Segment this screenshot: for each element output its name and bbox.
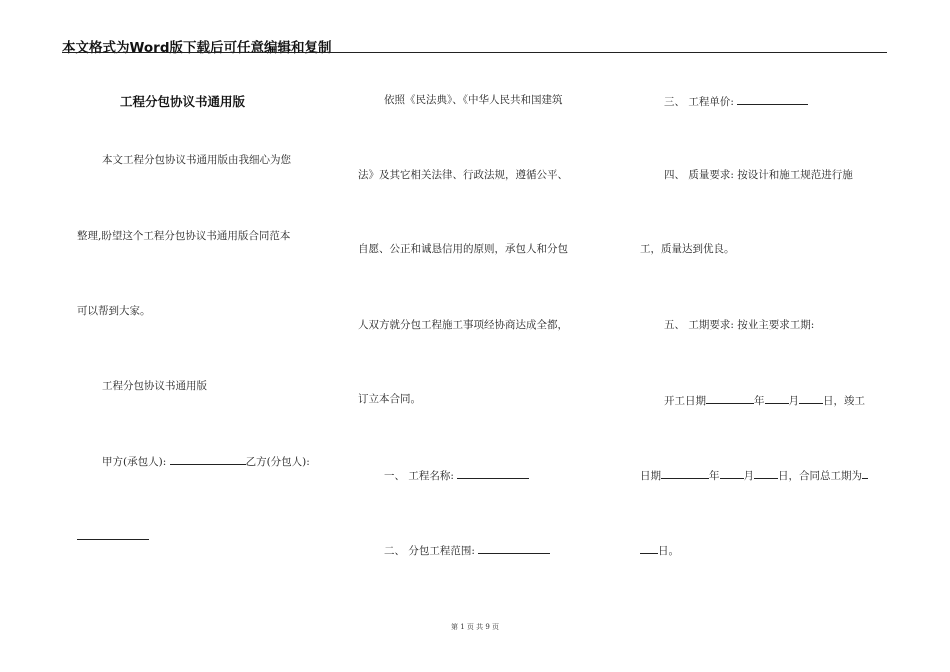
end-day-blank <box>754 467 778 479</box>
start-day-label: 日，竣工 <box>823 395 865 407</box>
end-date-label: 日期 <box>640 470 661 482</box>
unit-price-label: 三、 工程单价: <box>664 96 738 108</box>
project-name-blank <box>457 467 529 479</box>
page-footer: 第 1 页 共 9 页 <box>450 623 500 631</box>
intro-line-1: 本文工程分包协议书通用版由我细心为您 <box>102 154 291 166</box>
start-date-line <box>664 392 865 408</box>
preamble-line-4: 人双方就分包工程施工事项经协商达成全都， <box>358 319 568 331</box>
subtitle: 工程分包协议书通用版 <box>102 380 207 392</box>
party-b-blank <box>77 539 149 540</box>
unit-price-blank <box>737 93 808 105</box>
start-day-blank <box>799 392 823 404</box>
scope-line <box>384 542 550 558</box>
start-year-blank <box>706 392 754 404</box>
intro-line-2: 整理,盼望这个工程分包协议书通用版合同范本 <box>77 230 291 242</box>
project-name-label: 一、 工程名称: <box>384 470 458 482</box>
start-month-blank <box>765 392 789 404</box>
preamble-line-2: 法》及其它相关法律、行政法规，遵循公平、 <box>358 169 568 181</box>
scope-label: 二、 分包工程范围: <box>384 545 479 557</box>
end-year-blank <box>661 467 709 479</box>
total-period-blank-start <box>862 467 868 479</box>
party-a-label: 甲方(承包人): <box>102 456 170 468</box>
document-title: 工程分包协议书通用版 <box>120 94 246 109</box>
preamble-line-5: 订立本合同。 <box>358 393 421 405</box>
party-line <box>102 453 310 469</box>
total-period-end-label: 日。 <box>658 545 679 557</box>
end-year-label: 年 <box>709 470 720 482</box>
header-divider <box>62 52 887 53</box>
end-month-blank <box>720 467 744 479</box>
end-month-label: 月 <box>743 470 754 482</box>
scope-blank <box>478 542 550 554</box>
start-year-label: 年 <box>754 395 765 407</box>
project-name-line <box>384 467 529 483</box>
quality-line-2: 工，质量达到优良。 <box>640 243 735 255</box>
party-b-label: 乙方(分包人): <box>245 456 310 468</box>
start-date-label: 开工日期 <box>664 395 706 407</box>
party-a-blank <box>170 453 246 465</box>
total-period-blank <box>640 542 658 554</box>
total-period-line <box>640 542 679 558</box>
quality-line-1: 四、 质量要求: 按设计和施工规范进行施 <box>664 169 853 181</box>
start-month-label: 月 <box>788 395 799 407</box>
document-header-title: 本文格式为Word版下载后可任意编辑和复制 <box>62 40 332 56</box>
schedule-line: 五、 工期要求: 按业主要求工期: <box>664 319 815 331</box>
intro-line-3: 可以帮到大家。 <box>77 305 151 317</box>
total-period-label: 日，合同总工期为 <box>778 470 862 482</box>
preamble-line-1: 依照《民法典》、《中华人民共和国建筑 <box>384 94 563 106</box>
unit-price-line <box>664 93 808 109</box>
end-date-line <box>640 467 868 483</box>
preamble-line-3: 自愿、公正和诚恳信用的原则，承包人和分包 <box>358 243 568 255</box>
